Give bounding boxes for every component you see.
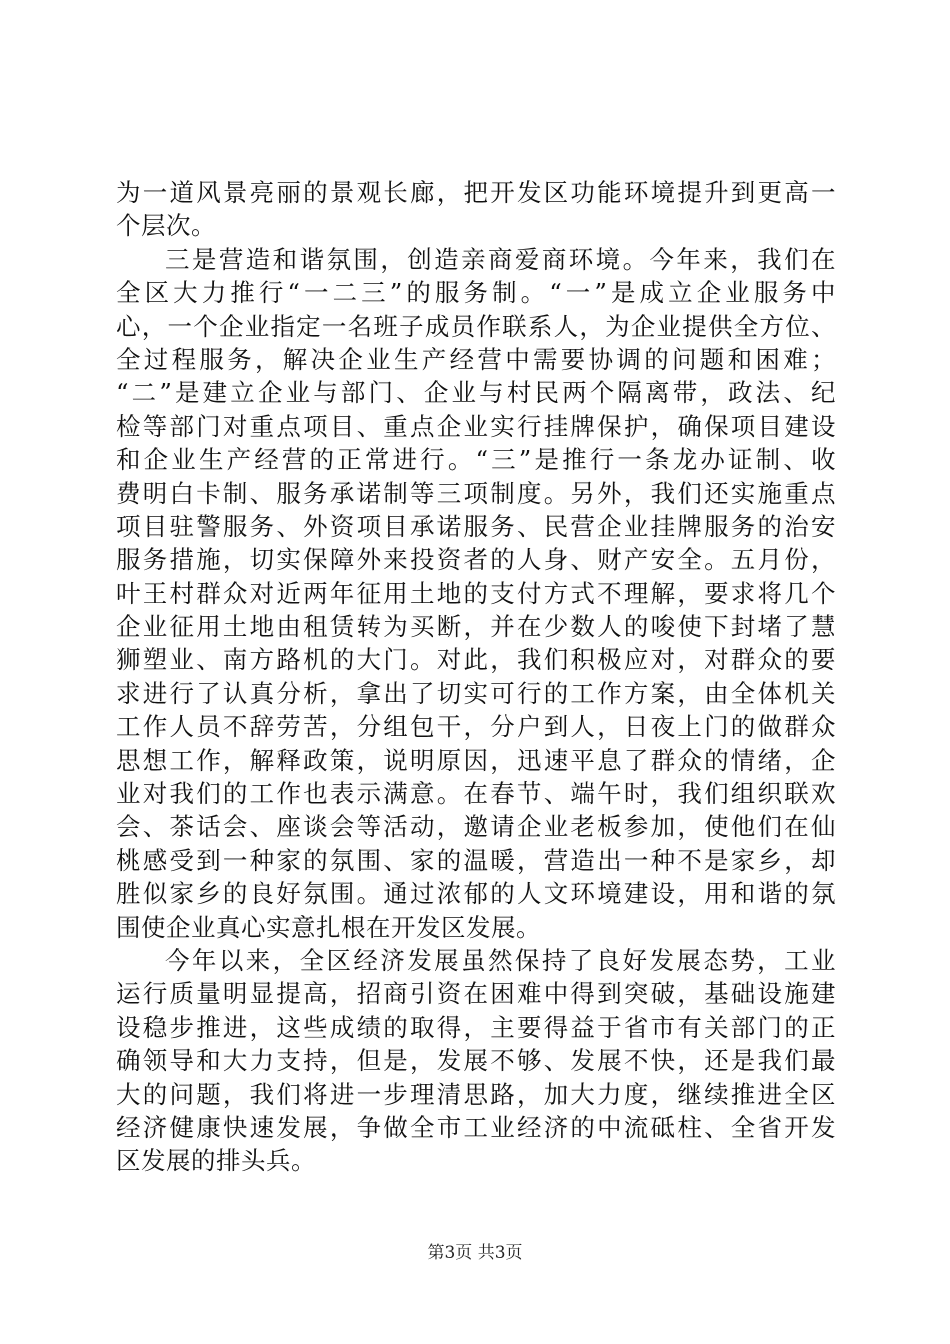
text-line: 思想工作，解释政策，说明原因，迅速平息了群众的情绪，企 bbox=[116, 745, 836, 775]
text-line: 围使企业真心实意扎根在开发区发展。 bbox=[116, 912, 541, 942]
text-line: 胜似家乡的良好氛围。通过浓郁的人文环境建设，用和谐的氛 bbox=[116, 879, 836, 909]
text-line: 全区大力推行“一二三”的服务制。“一”是成立企业服务中 bbox=[116, 278, 836, 308]
text-line: 个层次。 bbox=[116, 211, 216, 241]
text-line: 桃感受到一种家的氛围、家的温暖，营造出一种不是家乡，却 bbox=[116, 845, 836, 875]
text-line: 和企业生产经营的正常进行。“三”是推行一条龙办证制、收 bbox=[116, 445, 836, 475]
text-line: 检等部门对重点项目、重点企业实行挂牌保护，确保项目建设 bbox=[116, 411, 836, 441]
text-line: 全过程服务，解决企业生产经营中需要协调的问题和困难； bbox=[116, 344, 836, 374]
text-line: 设稳步推进，这些成绩的取得，主要得益于省市有关部门的正 bbox=[116, 1012, 836, 1042]
text-line: “二”是建立企业与部门、企业与村民两个隔离带，政法、纪 bbox=[116, 378, 836, 408]
text-line: 会、茶话会、座谈会等活动，邀请企业老板参加，使他们在仙 bbox=[116, 812, 836, 842]
text-line: 狮塑业、南方路机的大门。对此，我们积极应对，对群众的要 bbox=[116, 645, 836, 675]
text-line: 项目驻警服务、外资项目承诺服务、民营企业挂牌服务的治安 bbox=[116, 511, 836, 541]
text-line: 工作人员不辞劳苦，分组包干，分户到人，日夜上门的做群众 bbox=[116, 712, 836, 742]
text-line: 业对我们的工作也表示满意。在春节、端午时，我们组织联欢 bbox=[116, 779, 836, 809]
text-line: 叶王村群众对近两年征用土地的支付方式不理解，要求将几个 bbox=[116, 578, 836, 608]
text-line: 费明白卡制、服务承诺制等三项制度。另外，我们还实施重点 bbox=[116, 478, 836, 508]
text-line: 心，一个企业指定一名班子成员作联系人，为企业提供全方位、 bbox=[116, 311, 836, 341]
text-line: 经济健康快速发展，争做全市工业经济的中流砥柱、全省开发 bbox=[116, 1112, 836, 1142]
paragraph-first-line: 今年以来，全区经济发展虽然保持了良好发展态势，工业 bbox=[165, 945, 836, 975]
text-line: 运行质量明显提高，招商引资在困难中得到突破，基础设施建 bbox=[116, 979, 836, 1009]
text-line: 企业征用土地由租赁转为买断，并在少数人的唆使下封堵了慧 bbox=[116, 612, 836, 642]
body-text bbox=[116, 176, 836, 1178]
text-line: 确领导和大力支持，但是，发展不够、发展不快，还是我们最 bbox=[116, 1046, 836, 1076]
text-line: 求进行了认真分析，拿出了切实可行的工作方案，由全体机关 bbox=[116, 678, 836, 708]
text-line: 服务措施，切实保障外来投资者的人身、财产安全。五月份， bbox=[116, 545, 836, 575]
text-line: 为一道风景亮丽的景观长廊，把开发区功能环境提升到更高一 bbox=[116, 178, 836, 207]
page-footer: 第3页 共3页 bbox=[427, 1243, 523, 1263]
text-line: 大的问题，我们将进一步理清思路，加大力度，继续推进全区 bbox=[116, 1079, 836, 1109]
text-line: 区发展的排头兵。 bbox=[116, 1146, 316, 1176]
paragraph-first-line: 三是营造和谐氛围，创造亲商爱商环境。今年来，我们在 bbox=[165, 244, 836, 274]
